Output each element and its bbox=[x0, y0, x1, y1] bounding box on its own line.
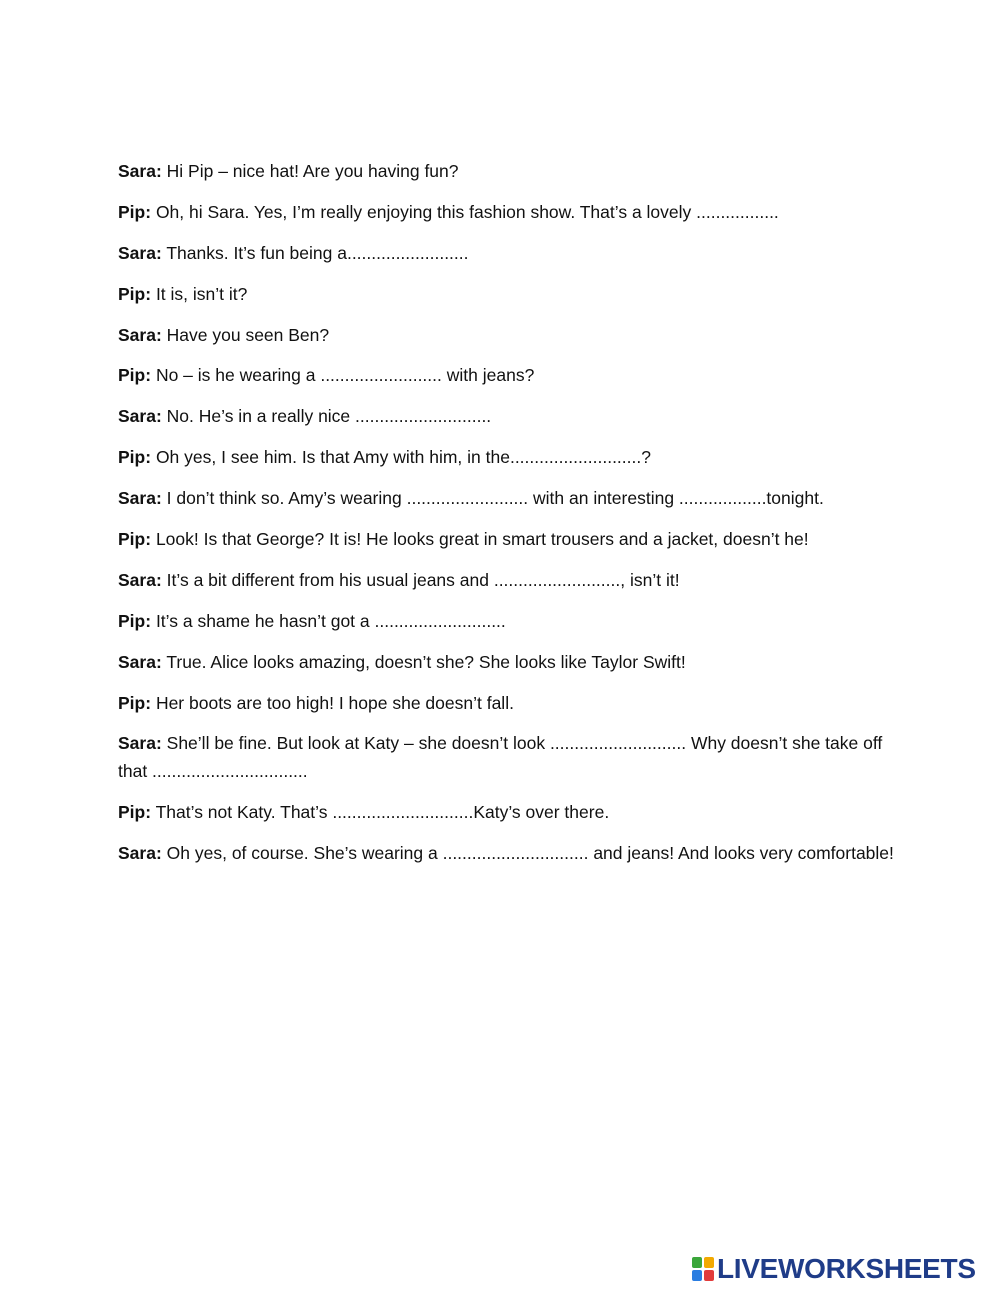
dialogue-line bbox=[118, 443, 898, 471]
dialogue-line bbox=[118, 729, 898, 785]
speaker-name: Sara: bbox=[118, 733, 162, 754]
line-text: True. Alice looks amazing, doesn’t she? She looks like Taylor Swift! bbox=[166, 651, 686, 672]
speaker-name: Pip: bbox=[118, 447, 152, 468]
speaker-name: Sara: bbox=[118, 161, 162, 181]
speaker-name: Sara: bbox=[118, 242, 162, 263]
dialogue-line bbox=[118, 525, 898, 553]
dialogue-line bbox=[118, 157, 898, 185]
line-text: Oh yes, I see him. Is that Amy with him, in the...........................? bbox=[155, 447, 651, 468]
speaker-name: Pip: bbox=[118, 283, 152, 304]
logo-icon bbox=[692, 1257, 714, 1281]
line-text: No – is he wearing a ......................... with jeans? bbox=[155, 365, 535, 386]
line-text: Look! Is that George? It is! He looks great in smart trousers and a jacket, doesn’t he! bbox=[155, 529, 809, 550]
dialogue-line bbox=[118, 839, 898, 867]
line-text: Hi Pip – nice hat! Are you having fun? bbox=[166, 161, 459, 181]
liveworksheets-logo[interactable] bbox=[692, 1254, 976, 1284]
logo-square-blue bbox=[692, 1270, 702, 1281]
speaker-name: Pip: bbox=[118, 692, 152, 713]
line-text: It’s a shame he hasn’t got a ........................... bbox=[155, 610, 506, 631]
dialogue-line bbox=[118, 648, 898, 676]
speaker-name: Pip: bbox=[118, 610, 152, 631]
speaker-name: Sara: bbox=[118, 406, 162, 427]
dialogue-line bbox=[118, 566, 898, 594]
dialogue-line bbox=[118, 402, 898, 430]
speaker-name: Sara: bbox=[118, 324, 162, 345]
dialogue-line bbox=[118, 198, 898, 226]
line-text: She’ll be fine. But look at Katy – she doesn’t look ............................ Why doesn’t she take off that ................................ bbox=[118, 733, 883, 782]
logo-text: LIVEWORKSHEETS bbox=[717, 1253, 976, 1284]
line-text: Thanks. It’s fun being a......................... bbox=[166, 242, 469, 263]
dialogue bbox=[118, 157, 898, 880]
speaker-name: Sara: bbox=[118, 488, 162, 509]
dialogue-line bbox=[118, 607, 898, 635]
line-text: No. He’s in a really nice ............................ bbox=[166, 406, 492, 427]
line-text: Have you seen Ben? bbox=[166, 324, 330, 345]
dialogue-line bbox=[118, 689, 898, 717]
logo-square-red bbox=[704, 1270, 714, 1281]
speaker-name: Sara: bbox=[118, 569, 162, 590]
line-text: It is, isn’t it? bbox=[155, 283, 248, 304]
dialogue-line bbox=[118, 798, 898, 826]
dialogue-line bbox=[118, 280, 898, 308]
line-text: Oh, hi Sara. Yes, I’m really enjoying this fashion show. That’s a lovely ................. bbox=[155, 201, 779, 222]
speaker-name: Pip: bbox=[118, 201, 152, 222]
dialogue-line bbox=[118, 361, 898, 389]
line-text: It’s a bit different from his usual jeans and .........................., isn’t it! bbox=[166, 569, 680, 590]
logo-square-green bbox=[692, 1257, 702, 1268]
dialogue-line bbox=[118, 321, 898, 349]
line-text: I don’t think so. Amy’s wearing ......................... with an interesting ..................tonight. bbox=[166, 488, 824, 509]
speaker-name: Pip: bbox=[118, 529, 152, 550]
line-text: That’s not Katy. That’s .............................Katy’s over there. bbox=[155, 802, 610, 823]
dialogue-line bbox=[118, 484, 898, 512]
line-text: Oh yes, of course. She’s wearing a .............................. and jeans! And looks very comfortable! bbox=[166, 843, 894, 864]
line-text: Her boots are too high! I hope she doesn’t fall. bbox=[155, 692, 514, 713]
speaker-name: Sara: bbox=[118, 651, 162, 672]
speaker-name: Sara: bbox=[118, 843, 162, 864]
logo-square-yellow bbox=[704, 1257, 714, 1268]
speaker-name: Pip: bbox=[118, 802, 152, 823]
dialogue-line bbox=[118, 239, 898, 267]
speaker-name: Pip: bbox=[118, 365, 152, 386]
